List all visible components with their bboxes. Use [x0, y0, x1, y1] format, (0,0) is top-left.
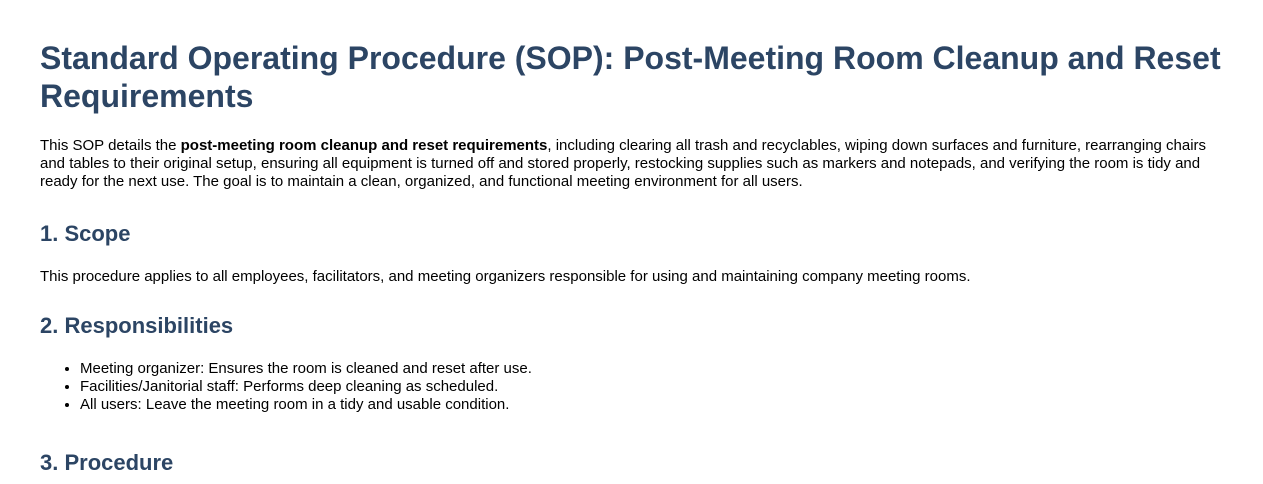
list-item: • Facilities/Janitorial staff: Performs deep cleaning as scheduled. — [80, 378, 1223, 396]
scope-text: This procedure applies to all employees, facilitators, and meeting organizers responsible for using and maintaining company meeting rooms. — [40, 268, 971, 285]
section-heading-scope: 1. Scope — [40, 221, 131, 246]
section-heading-procedure: 3. Procedure — [40, 450, 174, 475]
list-item: • All users: Leave the meeting room in a tidy and usable condition. — [80, 396, 1223, 414]
page-title: Standard Operating Procedure (SOP): Post-Meeting Room Cleanup and Reset Requirements — [40, 40, 1221, 114]
responsibilities-list — [40, 360, 1223, 414]
intro-bold-phrase: post-meeting room cleanup and reset requirements — [180, 137, 548, 154]
intro-paragraph — [40, 137, 1220, 191]
section-heading-responsibilities: 2. Responsibilities — [40, 313, 234, 338]
intro-prefix: This SOP details the — [40, 137, 181, 154]
intro-suffix: , including clearing all trash and recyclables, wiping down surfaces and furniture, rearranging chairs and tables to their original setup, ensuring all equipment is turned off and stored properly, restocking supplies such as markers and notepads, and verifying the room is tidy and ready for the next use. The goal is to maintain a clean, organized, and functional meeting environment for all users. — [40, 137, 1207, 190]
list-item: • Meeting organizer: Ensures the room is cleaned and reset after use. — [80, 360, 1223, 378]
